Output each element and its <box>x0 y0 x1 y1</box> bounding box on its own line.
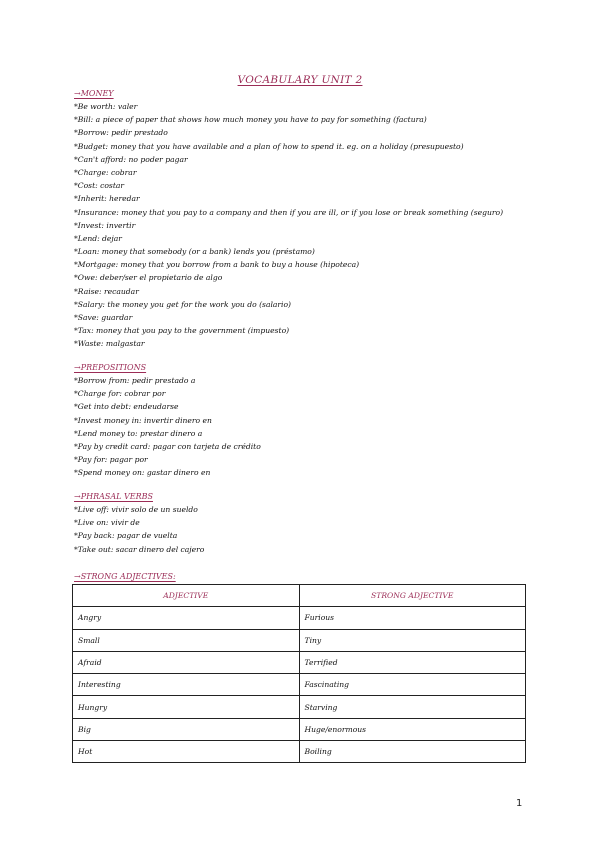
money-vocab-item: *Can't afford: no poder pagar <box>74 154 188 164</box>
adjective-cell: Big <box>73 718 300 740</box>
phrasal-verb-item: *Pay back: pagar de vuelta <box>74 531 178 541</box>
money-vocab-item: *Be worth: valer <box>74 102 138 111</box>
preposition-vocab-item: *Borrow from: pedir prestado a <box>74 376 196 385</box>
phrasal-verbs-heading: →PHRASAL VERBS <box>74 492 153 501</box>
column-header-strong-adjective: STRONG ADJECTIVE <box>299 585 526 607</box>
money-vocab-item: *Insurance: money that you pay to a company and then if you are ill, or if you lose or break something (seguro) <box>74 207 504 217</box>
strong-adjective-cell: Terrified <box>299 651 526 673</box>
money-vocab-item: *Mortgage: money that you borrow from a bank to buy a house (hipoteca) <box>74 260 360 270</box>
page-title: VOCABULARY UNIT 2 <box>237 74 363 86</box>
strong-adjective-cell: Starving <box>299 696 526 718</box>
prepositions-heading: →PREPOSITIONS <box>74 363 147 372</box>
table-row <box>73 696 526 718</box>
table-header-row <box>73 585 526 607</box>
money-vocab-item: *Raise: recaudar <box>74 286 139 296</box>
strong-adjective-cell: Fascinating <box>299 674 526 696</box>
table-row <box>73 718 526 740</box>
page-number: 1 <box>516 798 523 809</box>
money-vocab-item: *Loan: money that somebody (or a bank) lends you (préstamo) <box>74 247 315 257</box>
table-row <box>73 629 526 651</box>
adjective-cell: Hungry <box>73 696 300 718</box>
strong-adjective-cell: Furious <box>299 607 526 629</box>
money-vocab-item: *Waste: malgastar <box>74 339 145 349</box>
money-vocab-item: *Inherit: heredar <box>74 194 140 204</box>
money-vocab-item: *Owe: deber/ser el propietario de algo <box>74 273 223 283</box>
strong-adjective-cell: Boiling <box>299 741 526 763</box>
money-heading: →MONEY <box>74 89 114 98</box>
strong-adjectives-table <box>72 584 526 763</box>
phrasal-verb-item: *Live off: vivir solo de un sueldo <box>74 505 198 514</box>
preposition-vocab-item: *Get into debt: endeudarse <box>74 402 179 412</box>
table-row <box>73 741 526 763</box>
adjective-cell: Afraid <box>73 651 300 673</box>
money-vocab-item: *Salary: the money you get for the work you do (salario) <box>74 299 292 309</box>
preposition-vocab-item: *Pay by credit card: pagar con tarjeta de crédito <box>74 441 261 451</box>
money-vocab-item: *Cost: costar <box>74 181 125 191</box>
strong-adjective-cell: Huge/enormous <box>299 718 526 740</box>
phrasal-verbs-list <box>74 503 204 556</box>
adjective-cell: Interesting <box>73 674 300 696</box>
money-vocab-item: *Lend: dejar <box>74 233 122 243</box>
preposition-vocab-item: *Pay for: pagar por <box>74 455 148 465</box>
adjective-cell: Angry <box>73 607 300 629</box>
table-row <box>73 674 526 696</box>
money-vocab-item: *Bill: a piece of paper that shows how much money you have to pay for something (factura) <box>74 115 427 125</box>
strong-adjectives-heading: →STRONG ADJECTIVES: <box>74 572 176 581</box>
adjective-cell: Hot <box>73 741 300 763</box>
preposition-vocab-item: *Charge for: cobrar por <box>74 389 166 399</box>
strong-adjective-cell: Tiny <box>299 629 526 651</box>
money-vocab-item: *Borrow: pedir prestado <box>74 128 168 138</box>
column-header-adjective: ADJECTIVE <box>73 585 300 607</box>
phrasal-verb-item: *Take out: sacar dinero del cajero <box>74 544 205 554</box>
money-vocab-item: *Charge: cobrar <box>74 167 137 177</box>
preposition-vocab-item: *Lend money to: prestar dinero a <box>74 428 203 438</box>
money-vocab-item: *Budget: money that you have available and a plan of how to spend it. eg. on a holiday (presupuesto) <box>74 141 464 151</box>
money-vocab-item: *Invest: invertir <box>74 220 136 230</box>
table-row <box>73 651 526 673</box>
preposition-vocab-item: *Spend money on: gastar dinero en <box>74 468 211 478</box>
table-row <box>73 607 526 629</box>
money-vocab-item: *Tax: money that you pay to the government (impuesto) <box>74 326 290 336</box>
adjective-cell: Small <box>73 629 300 651</box>
phrasal-verb-item: *Live on: vivir de <box>74 518 140 528</box>
money-vocab-item: *Save: guardar <box>74 313 133 322</box>
money-list <box>74 100 503 351</box>
prepositions-list <box>74 374 261 480</box>
preposition-vocab-item: *Invest money in: invertir dinero en <box>74 415 212 425</box>
